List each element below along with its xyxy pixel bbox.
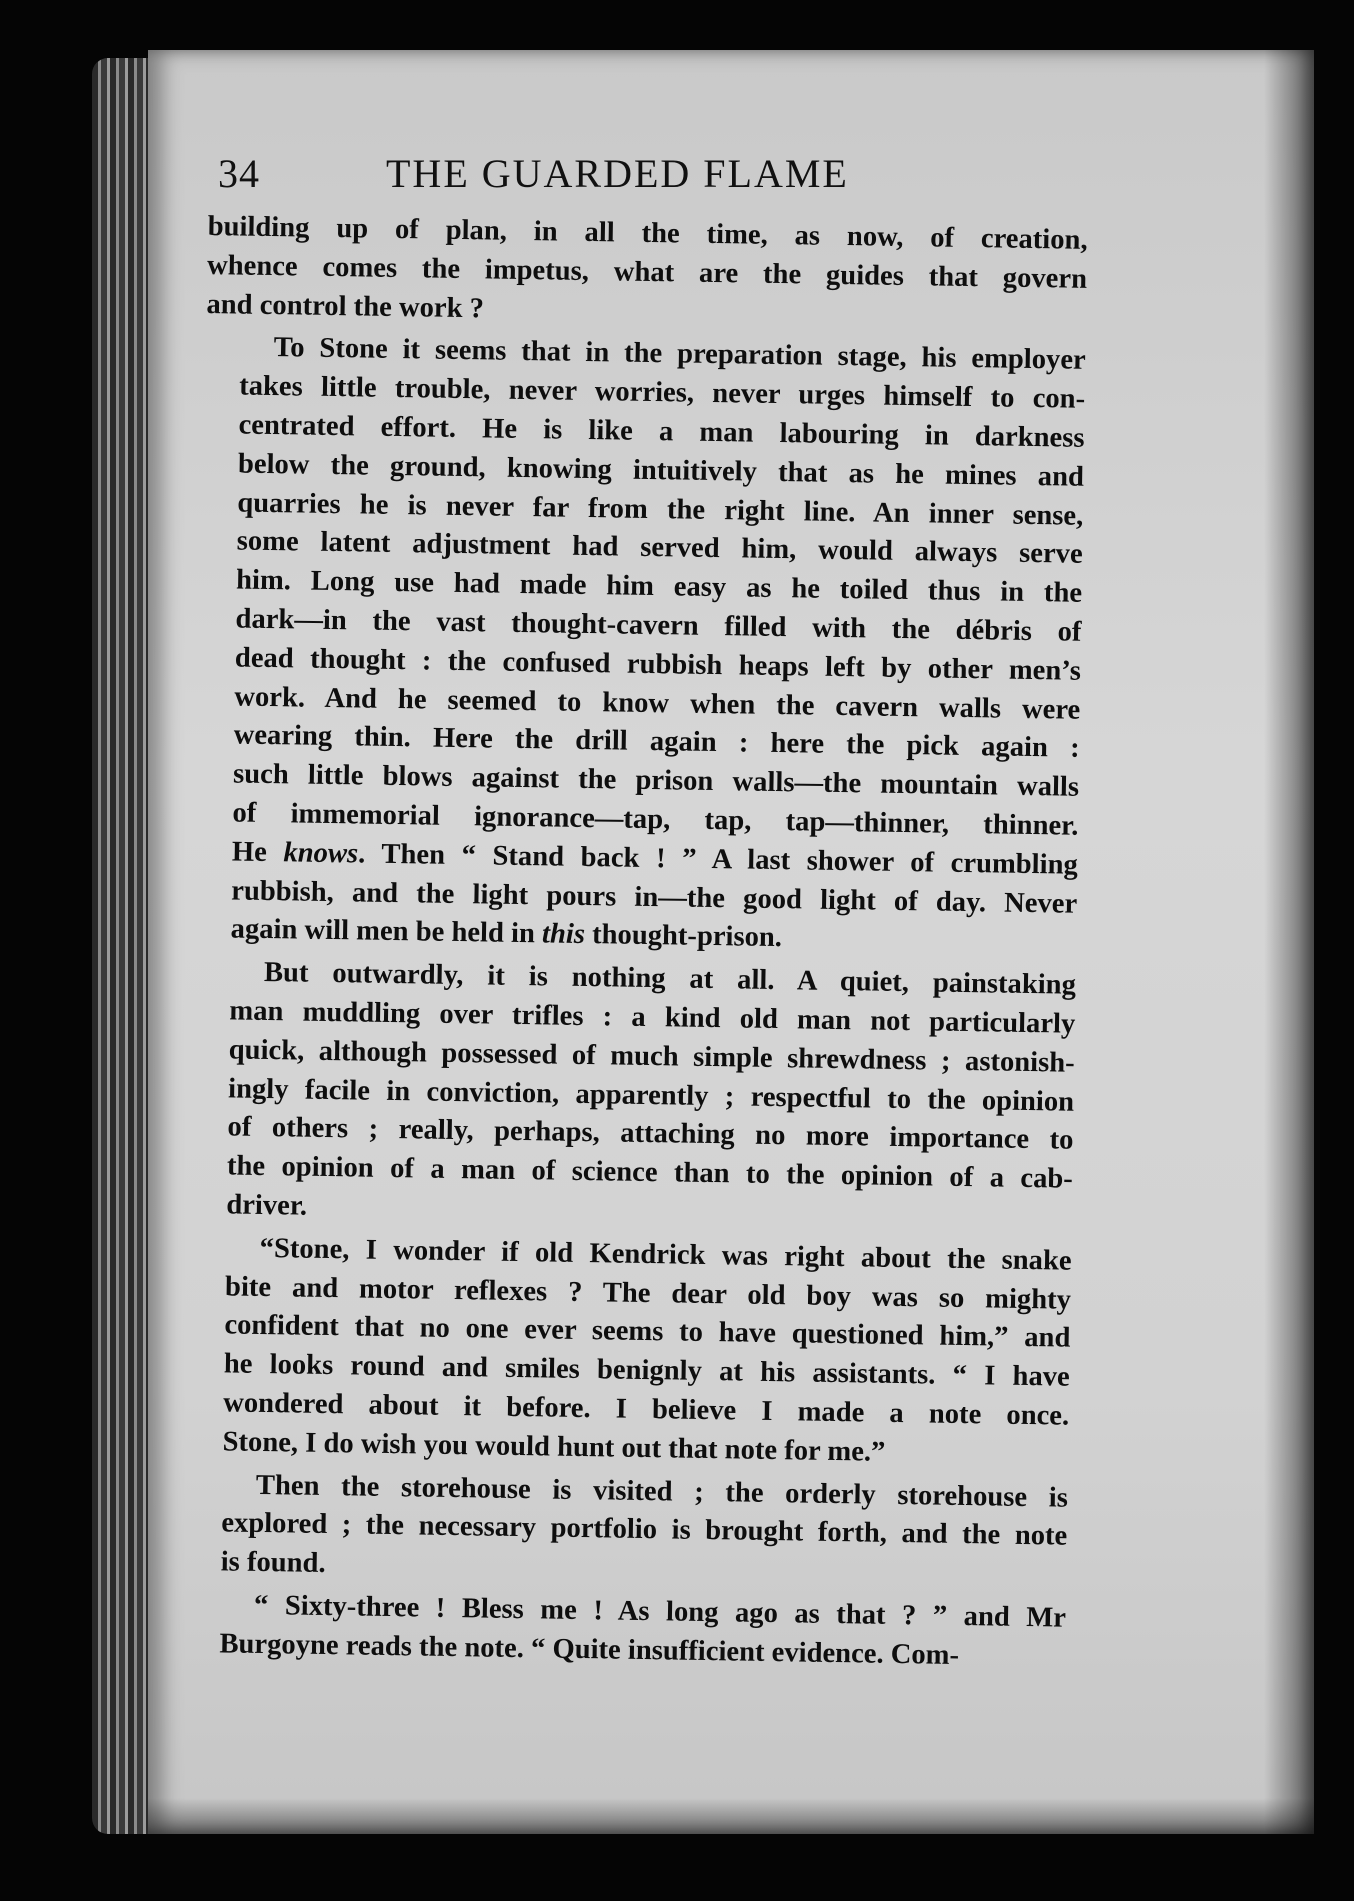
text-line: wearing thin. Here the drill again : here the pick again : (233, 719, 1080, 765)
italic-emphasis: this (541, 918, 586, 951)
text-line: below the ground, knowing intuitively that as he mines and (237, 448, 1085, 493)
body-text (185, 208, 1088, 1681)
text-line: man muddling over trifles : a kind old man not particularly (229, 995, 1076, 1040)
text-line: He knows. Then “ Stand back ! ” A last shower of crumbling (231, 836, 1079, 881)
text-line: quarries he is never far from the right line. An inner sense, (237, 487, 1084, 532)
text-line: work. And he seemed to know when the cavern walls were (234, 681, 1081, 726)
text-line: him. Long use had made him easy as he toiled thus in the (235, 564, 1083, 609)
text-line: explored ; the necessary portfolio is brought forth, and the note (221, 1507, 1068, 1552)
text-line: centrated effort. He is like a man labouring in darkness (238, 409, 1085, 454)
page-bottom-shadow (148, 1798, 1314, 1834)
text-line: takes little trouble, never worries, never urges himself to con- (238, 370, 1086, 415)
text-line: whence comes the impetus, what are the guides that govern (206, 249, 1088, 295)
paragraph (192, 953, 1076, 1238)
text-line: But outwardly, it is nothing at all. A quiet, painstaking (263, 957, 1077, 1001)
text-line: rubbish, and the light pours in—the good light of day. Never (231, 874, 1078, 920)
text-line: and control the work ? (206, 288, 485, 324)
italic-emphasis: knows (283, 837, 359, 870)
text-line: wondered about it before. I believe I made a note once. (222, 1387, 1070, 1432)
text-line: again will men be held in this thought-prison. (230, 913, 783, 954)
text-line: “Stone, I wonder if old Kendrick was right about the snake (259, 1232, 1072, 1277)
page-gutter-shadow (1264, 50, 1314, 1834)
text-line: he looks round and smiles benignly at his assistants. “ I have (223, 1348, 1070, 1393)
text-line: building up of plan, in all the time, as now, of creation, (207, 210, 1088, 256)
text-line: dead thought : the confused rubbish heaps left by other men’s (234, 642, 1082, 687)
text-line: Burgoyne reads the note. “ Quite insufficient evidence. Com- (219, 1628, 960, 1671)
paragraph (188, 1229, 1072, 1476)
paragraph (186, 1465, 1068, 1595)
text-line: Then the storehouse is visited ; the orderly storehouse is (255, 1469, 1069, 1514)
paragraph (185, 1586, 1066, 1677)
text-line: of others ; really, perhaps, attaching no more importance to (227, 1111, 1074, 1157)
text-line: dark—in the vast thought-cavern filled with the débris of (235, 603, 1082, 648)
paragraph (196, 328, 1086, 962)
page-header (218, 150, 1070, 210)
text-line: the opinion of a man of science than to the opinion of a cab- (226, 1150, 1074, 1195)
text-line: Stone, I do wish you would hunt out that note for me.” (222, 1426, 886, 1468)
text-line: confident that no one ever seems to have questioned him,” and (224, 1309, 1071, 1354)
text-line: ingly facile in conviction, apparently ; respectful to the opinion (227, 1072, 1075, 1118)
text-line: To Stone it seems that in the preparation stage, his employer (273, 332, 1086, 377)
text-line: of immemorial ignorance—tap, tap, tap—thinner, thinner. (232, 797, 1079, 842)
paragraph (206, 208, 1088, 338)
text-line: such little blows against the prison walls—the mountain walls (232, 758, 1080, 803)
text-line: “ Sixty-three ! Bless me ! As long ago as that ? ” and Mr (253, 1589, 1067, 1634)
text-line: driver. (226, 1189, 308, 1222)
text-line: some latent adjustment had served him, would always serve (236, 525, 1083, 571)
running-head-title: THE GUARDED FLAME (386, 151, 849, 196)
text-line: bite and motor reflexes ? The dear old boy was so mighty (224, 1270, 1072, 1316)
text-line: quick, although possessed of much simple shrewdness ; astonish- (228, 1034, 1075, 1079)
text-line: is found. (220, 1546, 326, 1580)
page-number: 34 (218, 151, 260, 196)
